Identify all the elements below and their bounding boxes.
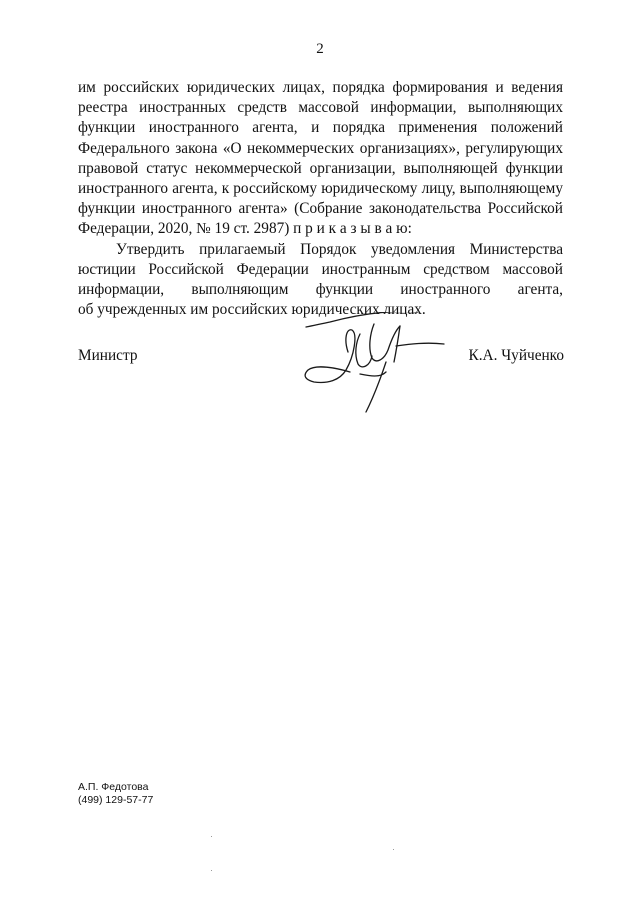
text-line: Федерального закона «О некоммерческих организациях», регулирующих bbox=[78, 139, 563, 157]
signatory-title: Министр bbox=[78, 347, 138, 364]
order-word: п р и к а з ы в а ю: bbox=[293, 220, 412, 238]
citation-end: Федерации, 2020, № 19 ст. 2987) bbox=[78, 220, 290, 238]
body-text bbox=[78, 78, 563, 320]
paragraph-decision bbox=[78, 240, 563, 321]
text-line-order bbox=[78, 219, 563, 239]
executor-phone: (499) 129-57-77 bbox=[78, 794, 154, 806]
paragraph-intro bbox=[78, 78, 563, 240]
text-line: информации, выполняющим функции иностранного агента, bbox=[78, 281, 563, 299]
text-line: правовой статус некоммерческой организации, выполняющей функции bbox=[78, 159, 563, 177]
signatory-name: К.А. Чуйченко bbox=[468, 347, 564, 364]
handwritten-signature bbox=[300, 312, 450, 422]
text-line: об учрежденных им российских юридических лицах. bbox=[78, 301, 426, 319]
text-line: Утвердить прилагаемый Порядок уведомления Министерства bbox=[116, 240, 563, 258]
text-line: функции иностранного агента, и порядка применения положений bbox=[78, 119, 563, 137]
executor-info bbox=[78, 781, 153, 807]
text-line: функции иностранного агента» (Собрание законодательства Российской bbox=[78, 200, 563, 218]
text-line: иностранного агента, к российскому юридическому лицу, выполняющему bbox=[78, 180, 563, 198]
scan-speck bbox=[211, 836, 212, 837]
page-number: 2 bbox=[316, 41, 324, 57]
text-line: юстиции Российской Федерации иностранным средством массовой bbox=[78, 260, 563, 278]
scan-speck bbox=[211, 870, 212, 871]
text-line: реестра иностранных средств массовой информации, выполняющих bbox=[78, 99, 563, 117]
scan-speck bbox=[393, 849, 394, 850]
executor-name: А.П. Федотова bbox=[78, 781, 149, 793]
text-line: им российских юридических лицах, порядка формирования и ведения bbox=[78, 79, 563, 96]
